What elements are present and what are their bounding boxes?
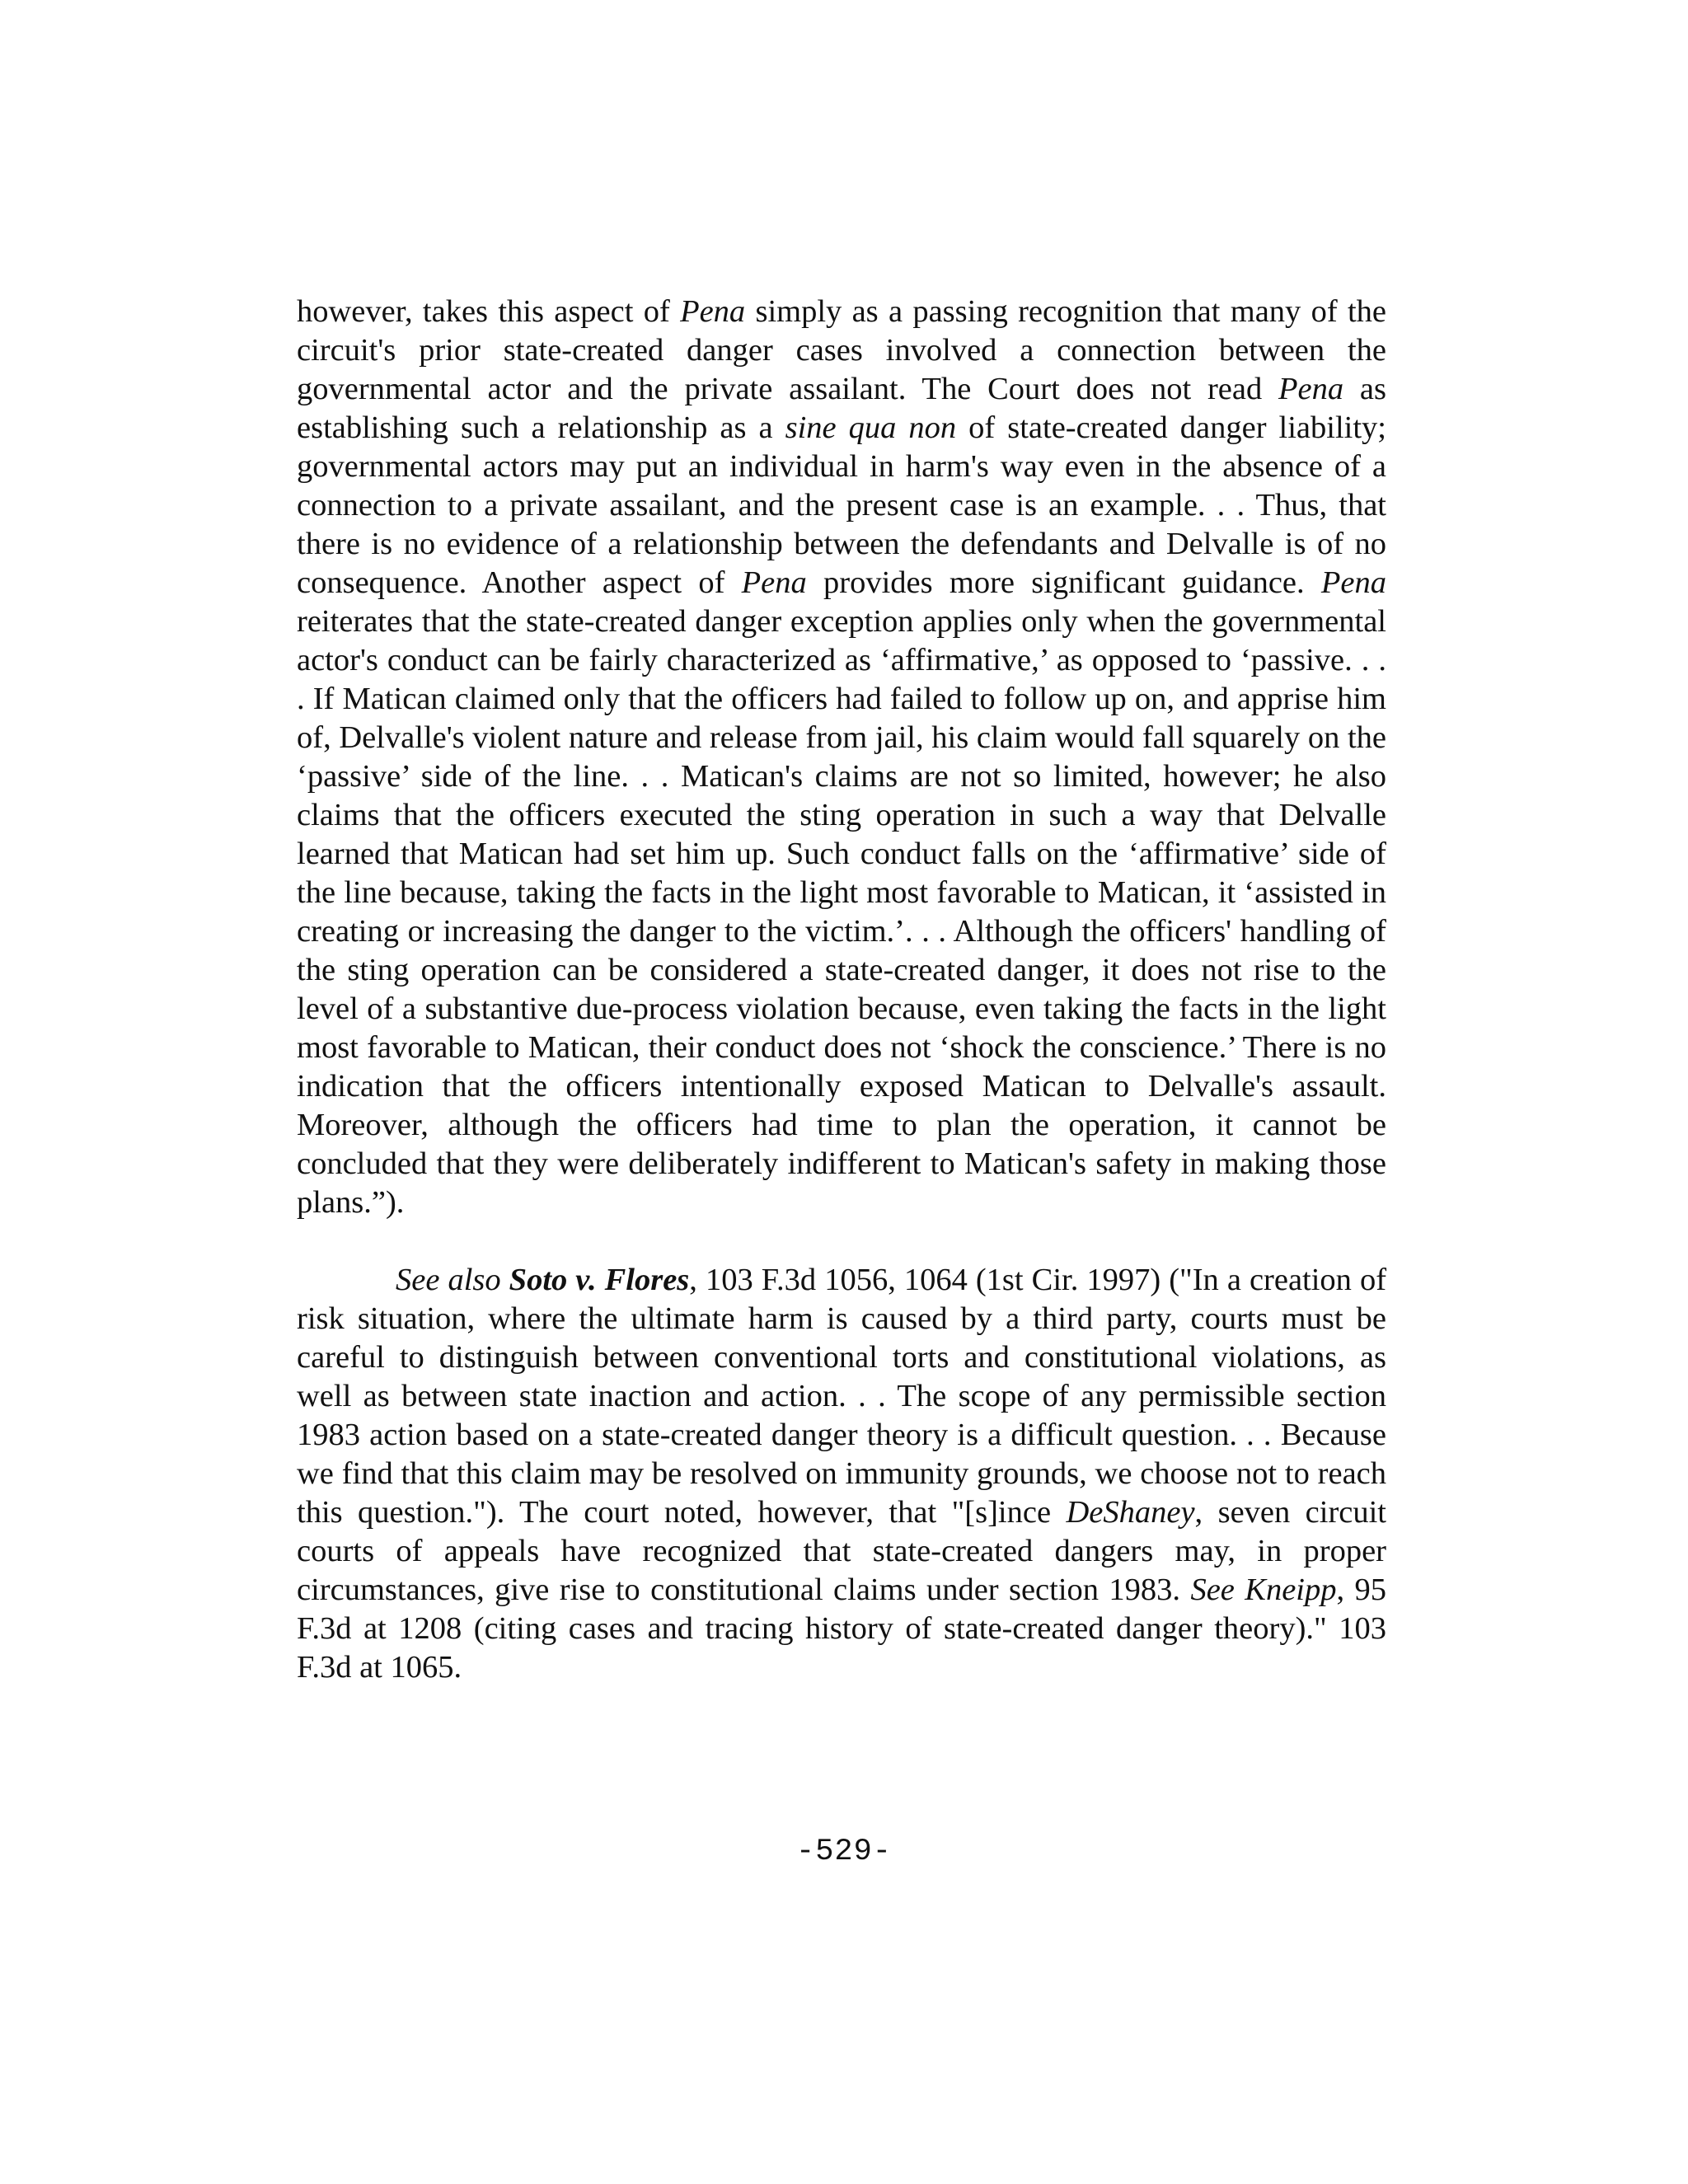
case-name-italic: Pena <box>1278 372 1344 406</box>
text-run <box>501 1263 509 1297</box>
citation-italic: See Kneipp <box>1190 1572 1337 1607</box>
case-name-bold-italic: Soto v. Flores <box>509 1263 690 1297</box>
case-name-italic: Pena <box>680 294 746 329</box>
body-text <box>297 293 1386 1687</box>
latin-phrase-italic: sine qua non <box>785 410 957 445</box>
case-name-italic: Pena <box>1320 565 1386 600</box>
text-run: of state-created danger liability; governmental actors may put an individual in harm's way even in the absence of a connection to a private assailant, and the present case is an example. . . Thus, that there is no evidence of a relationship between the defendants and Delvalle is of no consequence. Another aspect of <box>297 410 1386 600</box>
text-run: simply as a passing recognition that many of the circuit's prior state-created danger cases involved a connection between the governmental actor and the private assailant. The Court does not read <box>297 294 1386 406</box>
text-run: however, takes this aspect of <box>297 294 681 329</box>
paragraph-pena-quotation <box>297 293 1386 1222</box>
page-number: -529- <box>795 1835 893 1869</box>
signal-italic: See also <box>396 1263 501 1297</box>
text-run: as establishing such a relationship as a <box>297 372 1386 445</box>
text-run: reiterates that the state-created danger exception applies only when the governmental actor's conduct can be fairly characterized as ‘affirmative,’ as opposed to ‘passive. . . . If Matican claimed only that the officers had failed to follow up on, and apprise him of, Delvalle's violent nature and release from jail, his claim would fall squarely on the ‘passive’ side of the line. . . Matican's claims are not so limited, however; he also claims that the officers executed the sting operation in such a way that Delvalle learned that Matican had set him up. Such conduct falls on the ‘affirmative’ side of the line because, taking the facts in the light most favorable to Matican, it ‘assisted in creating or increasing the danger to the victim.’. . . Although the officers' handling of the sting operation can be considered a state-created danger, it does not rise to the level of a substantive due-process violation because, even taking the facts in the light most favorable to Matican, their conduct does not ‘shock the conscience.’ There is no indication that the officers intentionally exposed Matican to Delvalle's assault. Moreover, although the officers had time to plan the operation, it cannot be concluded that they were deliberately indifferent to Matican's safety in making those plans.”). <box>297 604 1386 1220</box>
text-run: , 103 F.3d 1056, 1064 (1st Cir. 1997) ("In a creation of risk situation, where the ultimate harm is caused by a third party, courts must be careful to distinguish between conventional torts and constitutional violations, as well as between state inaction and action. . . The scope of any permissible section 1983 action based on a state-created danger theory is a difficult question. . . Because we find that this claim may be resolved on immunity grounds, we choose not to reach this question."). The court noted, however, that "[s]ince <box>297 1263 1387 1530</box>
text-run: , seven circuit courts of appeals have recognized that state-created dangers may, in proper circumstances, give rise to constitutional claims under section 1983. <box>297 1495 1386 1607</box>
paragraph-soto-v-flores <box>297 1261 1386 1687</box>
case-name-italic: DeShaney <box>1066 1495 1195 1530</box>
case-name-italic: Pena <box>741 565 807 600</box>
text-run: , 95 F.3d at 1208 (citing cases and tracing history of state-created danger theory)." 103 F.3d at 1065. <box>297 1572 1386 1685</box>
text-run: provides more significant guidance. <box>806 565 1321 600</box>
